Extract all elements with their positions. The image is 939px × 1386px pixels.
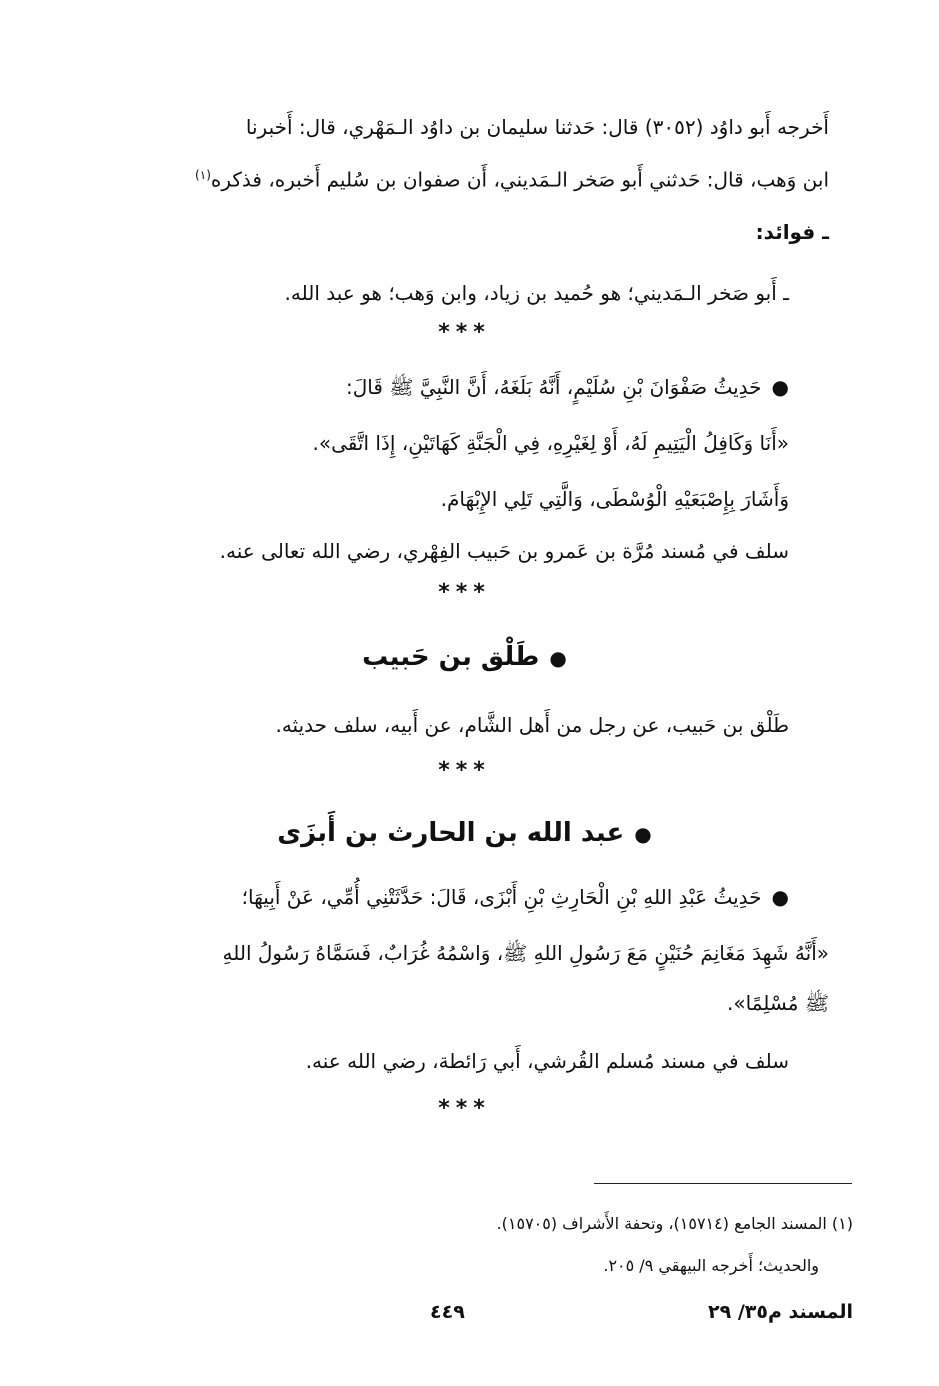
- section2-text-2: ﷺ مُسْلِمًا».: [727, 991, 829, 1015]
- section2-title: [100, 818, 829, 848]
- source-line-1: أَخرجه أَبو داوُد (٣٠٥٢) قال: حَدثنا سليمان بن داوُد الـمَهْري، قال: أَخبرنا: [245, 115, 829, 139]
- section1-title: [100, 642, 829, 672]
- hadith1-note: سلف في مُسند مُرَّة بن عَمرو بن حَبيب الفِهْري، رضي الله تعالى عنه.: [219, 539, 789, 563]
- bullet-icon: ●: [549, 646, 567, 670]
- bullet-icon: ●: [771, 375, 789, 399]
- footnote-ref: (١): [195, 168, 211, 182]
- section2-intro-text: حَدِيثُ عَبْدِ اللهِ بْنِ الْحَارِثِ بْنِ أَبْزَى، قَالَ: حَدَّثَتْنِي أُمِّي، عَنْ أَبِيهَا؛: [241, 885, 762, 909]
- footnote-1: (١) المسند الجامع (١٥٧١٤)، وتحفة الأَشراف (١٥٧٠٥).: [496, 1214, 853, 1233]
- bullet-icon: ●: [634, 822, 652, 846]
- fawaid-line: ـ أَبو صَخر الـمَديني؛ هو حُميد بن زياد، وابن وَهب؛ هو عبد الله.: [284, 281, 789, 305]
- section2-intro: [100, 882, 789, 912]
- section2-note: سلف في مسند مُسلم القُرشي، أَبي رَائطة، رضي الله عنه.: [305, 1049, 789, 1073]
- hadith1-gesture: وَأَشَارَ بِإِصْبَعَيْهِ الْوُسْطَى، وَالَّتِي تَلِي الإِبْهَامَ.: [440, 487, 789, 511]
- footnote-2: والحديث؛ أَخرجه البيهقي ٩/ ٢٠٥.: [603, 1256, 819, 1275]
- fawaid-heading: ـ فوائد:: [755, 220, 829, 244]
- page-number: ٤٤٩: [430, 1301, 465, 1323]
- footnote-rule: [594, 1183, 852, 1184]
- separator-1: ***: [438, 320, 491, 345]
- source-line-2: [100, 160, 829, 195]
- bullet-icon: ●: [771, 885, 789, 909]
- separator-4: ***: [438, 1096, 491, 1121]
- separator-3: ***: [438, 758, 491, 783]
- section1-title-text: طَلْق بن حَبيب: [362, 642, 540, 672]
- hadith1-intro-text: حَدِيثُ صَفْوَانَ بْنِ سُلَيْمٍ، أَنَّهُ بَلَغَهُ، أَنَّ النَّبِيَّ ﷺ قَالَ:: [346, 375, 762, 399]
- section1-note: طَلْق بن حَبيب، عن رجل من أَهل الشَّام، عن أَبيه، سلف حديثه.: [275, 713, 789, 737]
- section2-title-text: عبد الله بن الحارث بن أَبزَى: [277, 818, 625, 848]
- hadith1-text: «أَنَا وَكَافِلُ الْيَتِيمِ لَهُ، أَوْ لِغَيْرِهِ، فِي الْجَنَّةِ كَهَاتَيْنِ، إِذَا اتَّقَى».: [312, 431, 789, 455]
- footer-signature: المسند م٣٥/ ٢٩: [708, 1301, 853, 1323]
- section2-text-1: «أَنَّهُ شَهِدَ مَغَانِمَ حُنَيْنٍ مَعَ رَسُولِ اللهِ ﷺ، وَاسْمُهُ غُرَابٌ، فَسَمَّاهُ رَسُولُ اللهِ: [222, 941, 829, 965]
- source-line-2-text: ابن وَهب، قال: حَدثني أَبو صَخر الـمَديني، أَن صفوان بن سُليم أَخبره، فذكره: [210, 167, 829, 192]
- hadith1-intro: [100, 372, 789, 402]
- separator-2: ***: [438, 580, 491, 605]
